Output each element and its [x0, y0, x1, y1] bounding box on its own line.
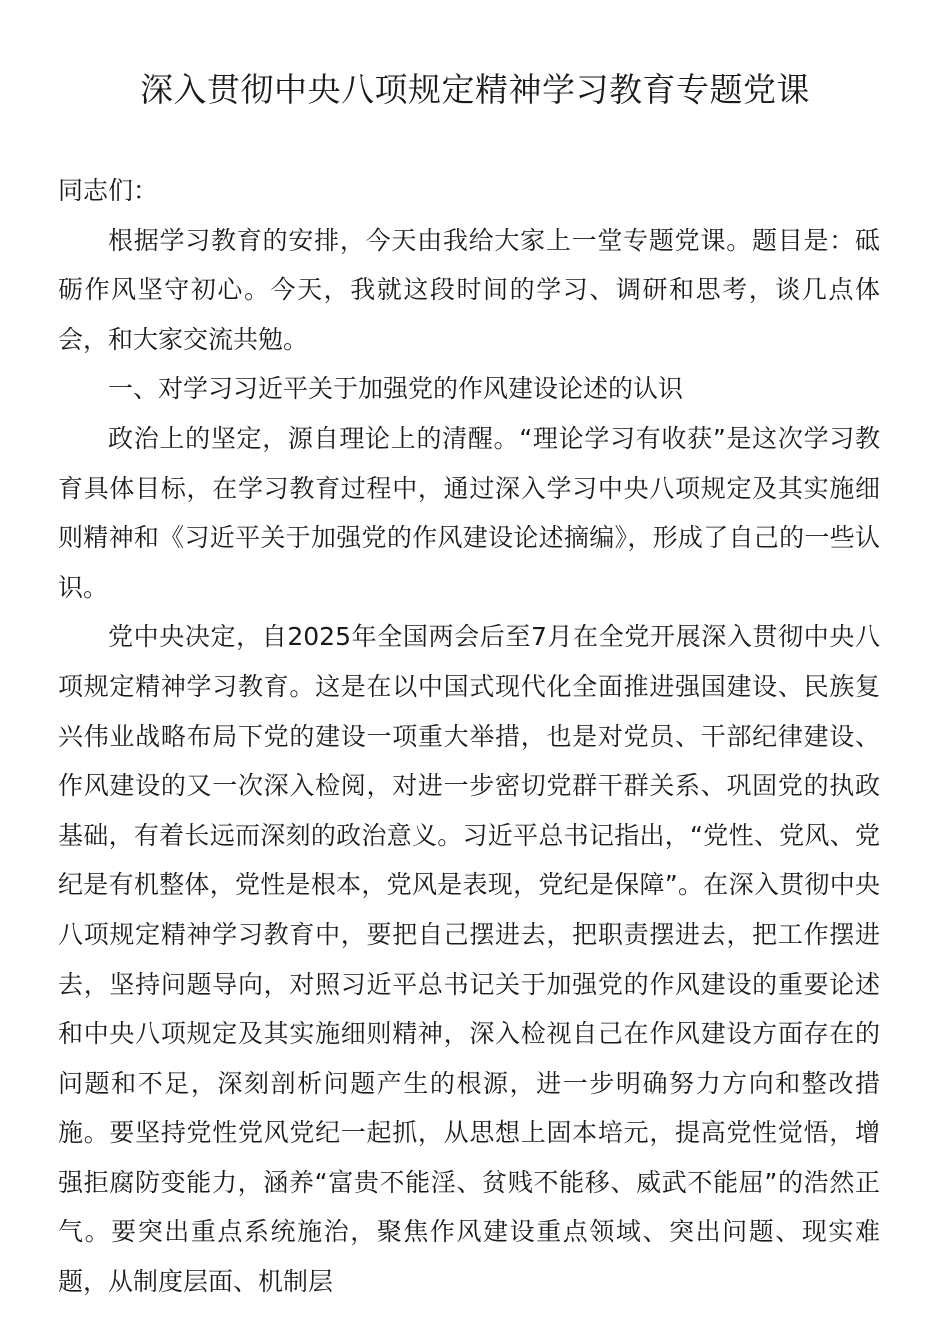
salutation: 同志们： [58, 176, 159, 205]
body-paragraph: 党中央决定，自2025年全国两会后至7月在全党开展深入贯彻中央八项规定精神学习教育。这是在以中国式现代化全面推进强国建设、民族复兴伟业战略布局下党的建设一项重大举措，也是对党员、干部纪律建设、作风建设的又一次深入检阅，对进一步密切党群干群关系、巩固党的执政基础，有着长远而深刻的政治意义。习近平总书记指出，“党性、党风、党纪是有机整体，党性是根本，党风是表现，党纪是保障”。在深入贯彻中央八项规定精神学习教育中，要把自己摆进去，把职责摆进去，把工作摆进去，坚持问题导向，对照习近平总书记关于加强党的作风建设的重要论述和中央八项规定及其实施细则精神，深入检视自己在作风建设方面存在的问题和不足，深刻剖析问题产生的根源，进一步明确努力方向和整改措施。要坚持党性党风党纪一起抓，从思想上固本培元，提高党性觉悟，增强拒腐防变能力，涵养“富贵不能淫、贫贱不能移、威武不能屈”的浩然正气。要突出重点系统施治，聚焦作风建设重点领域、突出问题、现实难题，从制度层面、机制层 [58, 622, 880, 1297]
document-body [58, 166, 880, 1307]
intro-paragraph: 根据学习教育的安排，今天由我给大家上一堂专题党课。题目是：砥砺作风坚守初心。今天，我就这段时间的学习、调研和思考，谈几点体会，和大家交流共勉。 [58, 225, 880, 354]
body-paragraph: 政治上的坚定，源自理论上的清醒。“理论学习有收获”是这次学习教育具体目标，在学习教育过程中，通过深入学习中央八项规定及其实施细则精神和《习近平关于加强党的作风建设论述摘编》，形成了自己的一些认识。 [58, 423, 880, 602]
document-title: 深入贯彻中央八项规定精神学习教育专题党课 [140, 70, 810, 109]
section-heading: 一、对学习习近平关于加强党的作风建设论述的认识 [108, 374, 684, 404]
